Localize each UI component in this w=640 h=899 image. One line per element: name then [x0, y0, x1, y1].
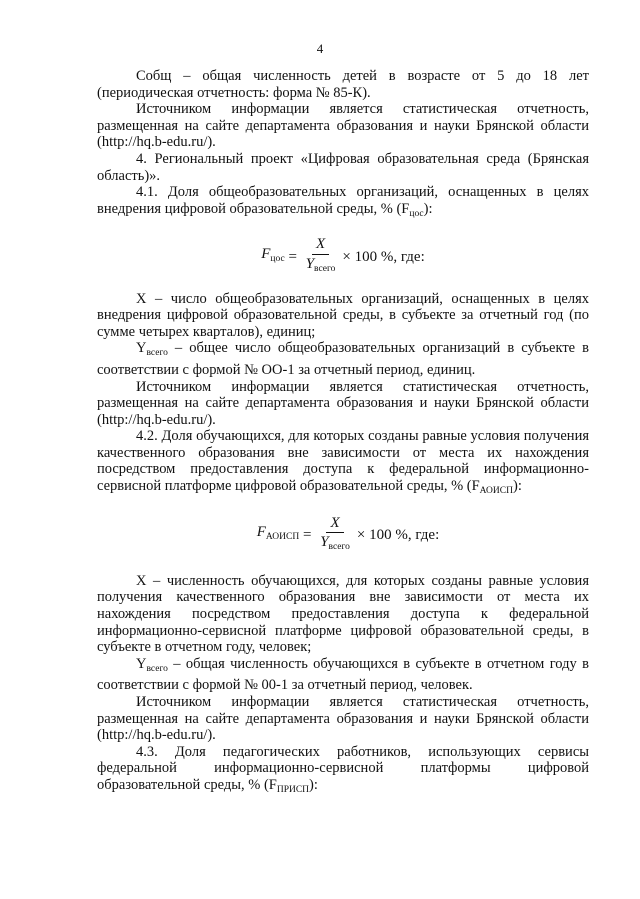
- paragraph-source-1: Источником информации является статистическая отчетность, размещенная на сайте департамента образования и науки Брянской области (http://hq.b-edu.ru/).: [97, 101, 589, 151]
- paragraph-y-definition-2: $Y_{всего}$ – общая численность обучающихся в субъекте в отчетном году в соответствии с формой № 00-1 за отчетный период, человек.: [97, 655, 589, 694]
- paragraph-x-definition-1: Х – число общеобразовательных организаций, оснащенных в целях внедрения цифровой образовательной среды, в субъекте за отчетный год (по сумме четырех кварталов), единиц;: [97, 290, 589, 340]
- formula-rest: × 100 %, где:: [342, 248, 425, 265]
- formula-fraction: [320, 515, 350, 556]
- formula-lhs: $F_{цос}$: [261, 246, 285, 265]
- formula-equals: =: [284, 248, 301, 265]
- paragraph-indicator-4-3: 4.3. Доля педагогических работников, использующих сервисы федеральной информационно-сервисной платформы цифровой образовательной среды, % $(F_{ПРИСП})$:: [97, 743, 589, 795]
- paragraph-sobsch: Собщ – общая численность детей в возрасте от 5 до 18 лет (периодическая отчетность: форма № 85-К).: [97, 68, 589, 101]
- formula-denominator: $Y_{всего}$: [320, 534, 350, 553]
- formula-equals: =: [299, 526, 316, 543]
- formula-numerator: X: [326, 515, 343, 534]
- formula-lhs: $F_{АОИСП}$: [256, 524, 300, 543]
- page-content: [97, 68, 589, 799]
- paragraph-source-2: Источником информации является статистическая отчетность, размещенная на сайте департамента образования и науки Брянской области (http://hq.b-edu.ru/).: [97, 378, 589, 428]
- paragraph-x-definition-2: Х – численность обучающихся, для которых созданы равные условия получения качественного образования вне зависимости от места их нахождения посредством предоставления доступа к федеральной информационно-сервисной платформе цифровой образовательной среды, в субъекте в отчетном году, человек;: [97, 572, 589, 656]
- formula-denominator: $Y_{всего}$: [305, 255, 336, 274]
- formula-fcos: [97, 236, 589, 277]
- paragraph-source-3: Источником информации является статистическая отчетность, размещенная на сайте департамента образования и науки Брянской области (http://hq.b-edu.ru/).: [97, 694, 589, 744]
- paragraph-indicator-4-2: 4.2. Доля обучающихся, для которых созданы равные условия получения качественного образования вне зависимости от места их нахождения посредством предоставления доступа к федеральной информационно-сервисной платформе цифровой образовательной среды, % $(F_{АОИСП})$:: [97, 428, 589, 497]
- page-number: 4: [316, 41, 324, 56]
- paragraph-y-definition-1: $Y_{всего}$ – общее число общеобразовательных организаций в субъекте в соответствии с формой № ОО-1 за отчетный период, единиц.: [97, 340, 589, 378]
- formula-fraction: [306, 236, 336, 277]
- formula-rest: × 100 %, где:: [356, 526, 440, 543]
- formula-faoisp: [97, 515, 589, 556]
- paragraph-project-heading: 4. Региональный проект «Цифровая образовательная среда (Брянская область)».: [97, 150, 589, 184]
- formula-numerator: X: [312, 236, 329, 255]
- paragraph-indicator-4-1: 4.1. Доля общеобразовательных организаций, оснащенных в целях внедрения цифровой образовательной среды, % $(F_{цос})$:: [97, 184, 589, 219]
